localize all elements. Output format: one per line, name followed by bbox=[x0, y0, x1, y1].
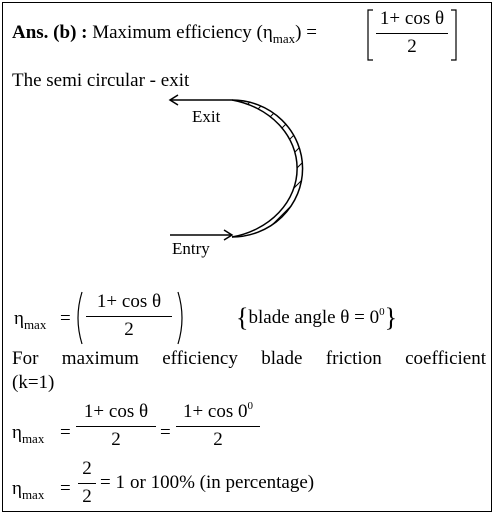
condition-note: {blade angle $\theta = 0^0$} bbox=[236, 303, 398, 332]
eta-subscript: max bbox=[23, 317, 47, 332]
fraction-denominator: 2 bbox=[82, 486, 92, 507]
condition-text: blade angle θ = 0 bbox=[248, 307, 380, 328]
condition-sup: 0 bbox=[379, 306, 385, 318]
fraction-numerator: 1+ cos θ bbox=[86, 291, 172, 317]
fraction-numerator: 1+ cos 0 bbox=[182, 401, 248, 422]
statement-line1: For maximum efficiency blade friction coefficient bbox=[12, 348, 486, 369]
eta-subscript: max bbox=[272, 31, 296, 46]
eta-symbol: η bbox=[262, 22, 273, 43]
answer-separator: : bbox=[81, 22, 88, 43]
eta-symbol: η bbox=[12, 478, 22, 499]
answer-title: Maximum efficiency bbox=[92, 22, 252, 43]
fraction-numerator: 1+ cos θ bbox=[76, 401, 156, 427]
fraction-denominator: 2 bbox=[111, 429, 121, 450]
eta-symbol: η bbox=[14, 308, 24, 329]
statement-line2: (k=1) bbox=[12, 372, 55, 393]
answer-prefix: Ans. (b) bbox=[12, 22, 77, 43]
eta-symbol: η bbox=[12, 422, 22, 443]
numerator-sup: 0 bbox=[247, 400, 254, 412]
bracket-fraction bbox=[366, 8, 458, 60]
equation-eta-max-substituted: $\eta_{max}$ = $\frac{\text{1+ cos θ}}{2}$ = $\frac{1+ \cos 0^0}{2}$ bbox=[12, 400, 312, 456]
exit-label: Exit bbox=[192, 107, 221, 126]
fraction-denominator: 2 bbox=[213, 429, 223, 450]
result-value: = 1 bbox=[100, 472, 125, 493]
answer-heading: Ans. (b) : Maximum efficiency $(\eta_{max})$ = bbox=[12, 22, 317, 46]
fraction-numerator: 1+ cos θ bbox=[376, 8, 448, 34]
blade-inner-curve bbox=[232, 100, 303, 237]
blade-outer-curve bbox=[232, 100, 297, 237]
hatch-lines bbox=[220, 92, 345, 252]
result-text: or 100% (in percentage) bbox=[130, 472, 315, 493]
fraction-numerator: 2 bbox=[78, 458, 96, 484]
fraction-denominator: 2 bbox=[124, 319, 134, 340]
eta-subscript: max bbox=[21, 487, 45, 502]
fraction-denominator: 2 bbox=[407, 36, 417, 57]
diagram-caption: The semi circular - exit bbox=[12, 70, 190, 91]
entry-label: Entry bbox=[172, 239, 210, 258]
equation-eta-max-result: $\eta_{max}$ = $\frac{2}{2}$ = 1 or 100% (in percentage) bbox=[12, 458, 315, 507]
eta-subscript: max bbox=[21, 431, 45, 446]
blade-diagram bbox=[160, 92, 350, 262]
